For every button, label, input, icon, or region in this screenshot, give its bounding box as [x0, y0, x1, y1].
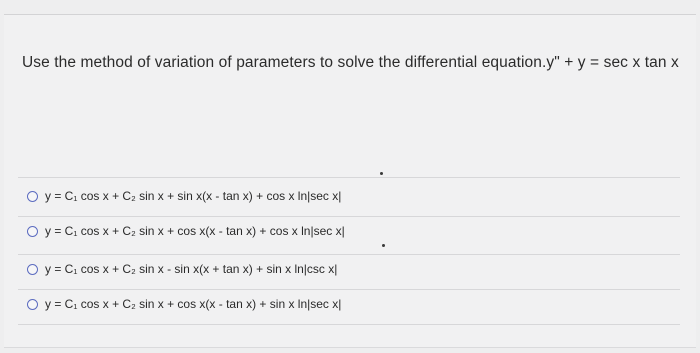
- answer-option-label: y = C₁ cos x + C₂ sin x - sin x(x + tan x) + sin x ln|csc x|: [45, 262, 338, 276]
- answer-option-label: y = C₁ cos x + C₂ sin x + sin x(x - tan x) + cos x ln|sec x|: [45, 189, 342, 203]
- radio-button[interactable]: [27, 191, 38, 202]
- answer-option-2[interactable]: [27, 217, 677, 245]
- question-text: Use the method of variation of parameters to solve the differential equation.y" + y = sec x tan x: [22, 54, 679, 71]
- answer-option-label: y = C₁ cos x + C₂ sin x + cos x(x - tan x) + sin x ln|sec x|: [45, 297, 342, 311]
- radio-button[interactable]: [27, 264, 38, 275]
- mouse-speck: [382, 244, 385, 247]
- mouse-speck: [380, 172, 383, 175]
- answer-option-label: y = C₁ cos x + C₂ sin x + cos x(x - tan x) + cos x ln|sec x|: [45, 224, 345, 238]
- radio-button[interactable]: [27, 226, 38, 237]
- answer-option-4[interactable]: [27, 290, 677, 318]
- answer-option-3[interactable]: [27, 255, 677, 283]
- option-divider: [18, 324, 680, 325]
- answer-option-1[interactable]: [27, 182, 677, 210]
- radio-button[interactable]: [27, 299, 38, 310]
- option-divider: [18, 177, 680, 178]
